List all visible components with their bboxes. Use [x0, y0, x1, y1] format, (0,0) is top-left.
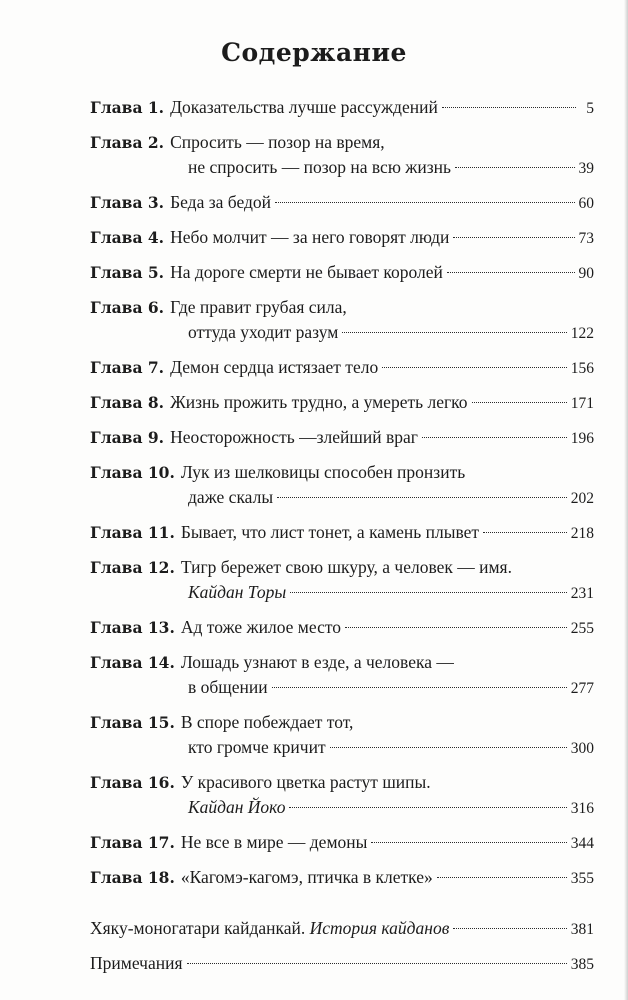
page-number: 196	[570, 430, 594, 447]
chapter-label: Глава 16.	[90, 773, 175, 792]
chapter-title: Неосторожность —злейший враг	[170, 427, 418, 447]
dot-leader	[277, 497, 567, 498]
dot-leader	[422, 437, 567, 438]
toc-entry-chapter-14[interactable]	[90, 650, 594, 700]
chapter-label: Глава 11.	[90, 523, 175, 542]
dot-leader	[447, 272, 575, 273]
chapter-title: Лошадь узнают в езде, а человека —	[180, 652, 454, 672]
chapter-label: Глава 5.	[90, 263, 165, 282]
toc-entry-chapter-8[interactable]	[90, 390, 594, 415]
toc-entry-chapter-4[interactable]	[90, 225, 594, 250]
chapter-title: Бывает, что лист тонет, а камень плывет	[180, 522, 480, 542]
toc-entry-chapter-2[interactable]	[90, 130, 594, 180]
chapter-label: Глава 8.	[90, 393, 165, 412]
dot-leader	[345, 627, 567, 628]
page-number: 60	[578, 195, 594, 212]
page-number: 316	[570, 800, 594, 817]
page-number: 385	[570, 956, 594, 973]
page-number: 202	[570, 490, 594, 507]
toc-entry-chapter-9[interactable]	[90, 425, 594, 450]
page-number: 300	[570, 740, 594, 757]
dot-leader	[330, 747, 567, 748]
dot-leader	[272, 687, 567, 688]
toc-entry-chapter-17[interactable]	[90, 830, 594, 855]
chapter-title: Доказательства лучше рассуждений	[170, 97, 438, 117]
dot-leader	[483, 532, 567, 533]
chapter-title: Не все в мире — демоны	[180, 832, 368, 852]
chapter-subtitle: Кайдан Йоко	[188, 797, 286, 817]
chapter-label: Глава 17.	[90, 833, 175, 852]
chapter-title: Беда за бедой	[170, 192, 271, 212]
chapter-label: Глава 12.	[90, 558, 175, 577]
chapter-title-continued: даже скалы	[188, 487, 274, 507]
chapter-label: Глава 10.	[90, 463, 175, 482]
page-number: 218	[570, 525, 594, 542]
toc-entry-chapter-12[interactable]	[90, 555, 594, 605]
toc-entry-chapter-3[interactable]	[90, 190, 594, 215]
toc-entry-chapter-1[interactable]	[90, 95, 594, 120]
chapter-title: Спросить — позор на время,	[170, 132, 385, 152]
dot-leader	[442, 107, 576, 108]
chapter-title: Ад тоже жилое место	[180, 617, 342, 637]
chapter-label: Глава 13.	[90, 618, 175, 637]
page-number: 39	[578, 160, 594, 177]
toc-entry-chapter-6[interactable]	[90, 295, 594, 345]
chapter-label: Глава 7.	[90, 358, 165, 377]
chapter-title-continued: оттуда уходит разум	[188, 322, 339, 342]
page-edge-shadow	[624, 0, 628, 1000]
chapter-title: Жизнь прожить трудно, а умереть легко	[170, 392, 468, 412]
chapter-label: Глава 4.	[90, 228, 165, 247]
chapter-title: «Кагомэ-кагомэ, птичка в клетке»	[180, 867, 433, 887]
chapter-title: В споре побеждает тот,	[180, 712, 354, 732]
chapter-label: Глава 14.	[90, 653, 175, 672]
toc-entry-chapter-11[interactable]	[90, 520, 594, 545]
chapter-label: Глава 18.	[90, 868, 175, 887]
page-number: 156	[570, 360, 594, 377]
toc-entry-chapter-16[interactable]	[90, 770, 594, 820]
chapter-label: Глава 3.	[90, 193, 165, 212]
toc-entry-chapter-10[interactable]	[90, 460, 594, 510]
dot-leader	[472, 402, 567, 403]
page-number: 255	[570, 620, 594, 637]
chapter-title-continued: не спросить — позор на всю жизнь	[188, 157, 451, 177]
chapter-title: Небо молчит — за него говорят люди	[170, 227, 450, 247]
dot-leader	[453, 928, 566, 929]
toc-entry-chapter-7[interactable]	[90, 355, 594, 380]
chapter-label: Глава 1.	[90, 98, 165, 117]
dot-leader	[371, 842, 566, 843]
page-number: 231	[570, 585, 594, 602]
appendix-title: Примечания	[90, 953, 183, 973]
appendix-title: Хяку-моногатари кайданкай. История кайданов	[90, 918, 450, 938]
chapter-title: У красивого цветка растут шипы.	[180, 772, 431, 792]
appendix-title-italic: История кайданов	[309, 918, 450, 938]
dot-leader	[382, 367, 567, 368]
chapter-title: Демон сердца истязает тело	[170, 357, 379, 377]
chapter-title: Тигр бережет свою шкуру, а человек — имя.	[180, 557, 512, 577]
dot-leader	[289, 807, 566, 808]
dot-leader	[437, 877, 567, 878]
chapter-title: На дороге смерти не бывает королей	[170, 262, 443, 282]
chapter-title: Где правит грубая сила,	[170, 297, 347, 317]
table-of-contents	[90, 95, 594, 986]
toc-entry-chapter-13[interactable]	[90, 615, 594, 640]
chapter-subtitle: Кайдан Торы	[188, 582, 287, 602]
toc-entry-chapter-5[interactable]	[90, 260, 594, 285]
page-number: 277	[570, 680, 594, 697]
toc-entry-appendix-history[interactable]	[90, 916, 594, 941]
page-number: 73	[578, 230, 594, 247]
page-number: 381	[570, 921, 594, 938]
page-number: 5	[586, 100, 594, 117]
dot-leader	[275, 202, 575, 203]
dot-leader	[290, 592, 567, 593]
toc-entry-chapter-15[interactable]	[90, 710, 594, 760]
toc-entry-chapter-18[interactable]	[90, 865, 594, 890]
page-number: 344	[570, 835, 594, 852]
page-number: 122	[570, 325, 594, 342]
chapter-title-continued: кто громче кричит	[188, 737, 326, 757]
chapter-label: Глава 15.	[90, 713, 175, 732]
chapter-title: Лук из шелковицы способен пронзить	[180, 462, 466, 482]
toc-entry-notes[interactable]	[90, 951, 594, 976]
page-number: 171	[570, 395, 594, 412]
dot-leader	[453, 237, 574, 238]
chapter-label: Глава 2.	[90, 133, 165, 152]
page-number: 90	[578, 265, 594, 282]
dot-leader	[455, 167, 575, 168]
dot-leader	[187, 963, 567, 964]
chapter-label: Глава 6.	[90, 298, 165, 317]
page-title: Содержание	[221, 38, 407, 67]
chapter-title-continued: в общении	[188, 677, 268, 697]
chapter-label: Глава 9.	[90, 428, 165, 447]
dot-leader	[342, 332, 566, 333]
page-number: 355	[570, 870, 594, 887]
